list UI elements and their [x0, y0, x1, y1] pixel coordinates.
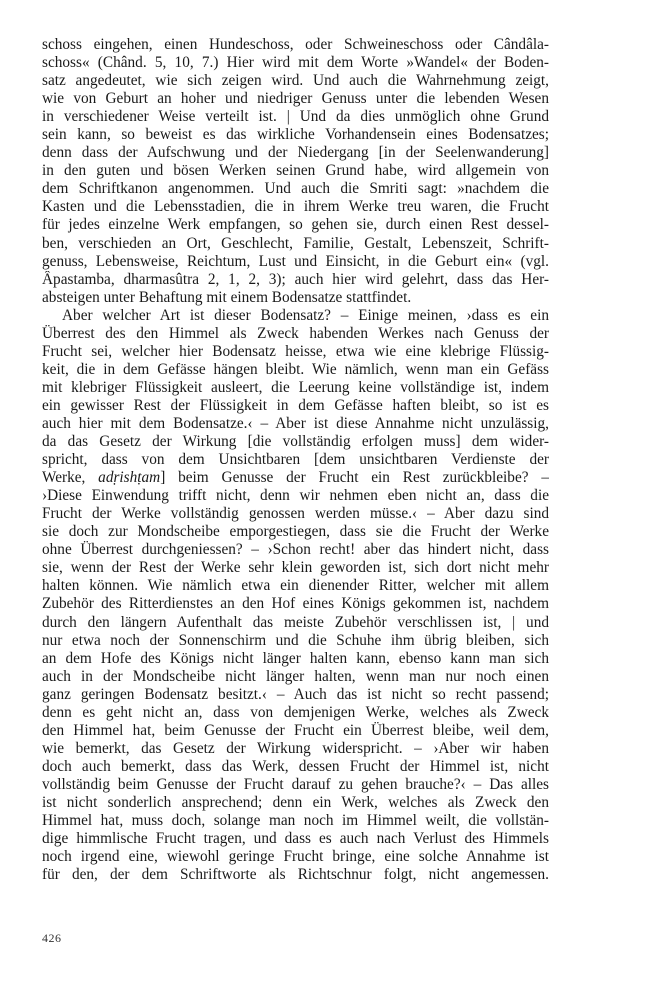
- text-line: noch irgend eine, wiewohl geringe Frucht bringe, eine solche Annahme ist: [42, 848, 549, 866]
- text-line: da das Gesetz der Wirkung [die vollständig erfolgen muss] dem wider-: [42, 433, 549, 451]
- text-line: sie doch zur Mondscheibe emporgestiegen, dass sie die Frucht der Werke: [42, 523, 549, 541]
- text-line: für jedes einzelne Werk empfangen, so gehen sie, durch einen Rest dessel-: [42, 216, 549, 234]
- text-line: sein kann, so beweist es das wirkliche Vorhandensein eines Bodensatzes;: [42, 126, 549, 144]
- text-line: vollständig beim Genusse der Frucht darauf zu gehen brauche?‹ – Das alles: [42, 775, 549, 793]
- text-line: ist nicht sonderlich ansprechend; denn ein Werk, welches als Zweck den: [42, 793, 549, 811]
- text-line: dem Schriftkanon angenommen. Und auch die Smriti sagt: »nachdem die: [42, 180, 549, 198]
- text-line: ganz geringen Bodensatz besitzt.‹ – Auch das ist nicht so recht passend;: [42, 685, 549, 703]
- text-segment: Werke,: [42, 469, 99, 487]
- text-line: denn es geht nicht an, dass von demjenigen Werke, welches als Zweck: [42, 703, 549, 721]
- text-line: ein gewisser Rest der Flüssigkeit in dem Gefässe haften bleibt, so ist es: [42, 396, 549, 414]
- text-segment: ] beim Genusse der Frucht ein Rest zurückbleibe? –: [160, 469, 549, 487]
- italic-term: adṛishṭam: [98, 469, 161, 487]
- text-line: Frucht der Werke vollständig genossen werden müsse.‹ – Aber dazu sind: [42, 505, 549, 523]
- text-line: satz angedeutet, wie sich zeigen wird. Und auch die Wahrnehmung zeigt,: [42, 72, 549, 90]
- text-line: ohne Überrest durchgeniessen? – ›Schon recht! aber das hindert nicht, dass: [42, 541, 549, 559]
- paragraph-start-line: Aber welcher Art ist dieser Bodensatz? – Einige meinen, ›dass es ein: [62, 306, 549, 324]
- text-line: für den, der dem Schriftworte als Richtschnur folgt, nicht angemessen.: [42, 866, 549, 884]
- text-line: in verschiedener Weise verteilt ist. | Und da dies unmöglich ohne Grund: [42, 108, 549, 126]
- text-line: wie von Geburt an hoher und niedriger Genuss unter die lebenden Wesen: [42, 90, 549, 108]
- text-line: halten können. Wie nämlich etwa ein dienender Ritter, welcher mit allem: [42, 577, 549, 595]
- text-line: Kasten und die Lebensstadien, die in ihrem Werke treu waren, die Frucht: [42, 198, 549, 216]
- page-number: 426: [42, 931, 62, 945]
- text-line: schoss eingehen, einen Hundeschoss, oder Schweineschoss oder Cândâla-: [42, 36, 549, 53]
- text-line: Âpastamba, dharmasûtra 2, 1, 2, 3); auch hier wird gelehrt, dass das Her-: [42, 270, 549, 288]
- text-line: Himmel hat, muss doch, solange man noch im Himmel weilt, die vollstän-: [42, 812, 549, 830]
- text-line: auch in der Mondscheibe nicht länger halten, wenn man nur noch einen: [42, 667, 549, 685]
- text-line: ›Diese Einwendung trifft nicht, denn wir nehmen eben nicht an, dass die: [42, 487, 549, 505]
- text-line: keit, die in dem Gefässe hängen bleibt. Wie nämlich, wenn man ein Gefäss: [42, 360, 549, 378]
- text-line: genuss, Lebensweise, Reichtum, Lust und Einsicht, in die Geburt ein« (vgl.: [42, 252, 549, 270]
- text-line: doch auch bemerkt, dass das Werk, dessen Frucht der Himmel ist, nicht: [42, 757, 549, 775]
- text-line: durch den längern Aufenthalt das meiste Zubehör verschlissen ist, | und: [42, 613, 549, 631]
- text-line: auch hier mit dem Bodensatze.‹ – Aber ist diese Annahme nicht unzulässig,: [42, 414, 549, 432]
- text-line: schoss« (Chând. 5, 10, 7.) Hier wird mit dem Worte »Wandel« der Boden-: [42, 54, 549, 72]
- text-line-with-italic: [42, 469, 549, 487]
- text-line: ben, verschieden an Ort, Geschlecht, Familie, Gestalt, Lebenszeit, Schrift-: [42, 234, 549, 252]
- body-text: [42, 36, 549, 884]
- text-line: denn dass der Aufschwung und der Niedergang [in der Seelenwanderung]: [42, 144, 549, 162]
- text-line: mit klebriger Flüssigkeit ausleert, die Leerung keine vollständige ist, indem: [42, 378, 549, 396]
- text-line: an dem Hofe des Königs nicht länger halten kann, ebenso kann man sich: [42, 649, 549, 667]
- text-line: spricht, dass von dem Unsichtbaren [dem unsichtbaren Verdienste der: [42, 451, 549, 469]
- text-line: Frucht sei, welcher hier Bodensatz heisse, etwa wie eine klebrige Flüssig-: [42, 342, 549, 360]
- text-line: sie, wenn der Rest der Werke sehr klein geworden ist, sich dort nicht mehr: [42, 559, 549, 577]
- text-line: Zubehör des Ritterdienstes an den Hof eines Königs gekommen ist, nachdem: [42, 595, 549, 613]
- text-line: dige himmlische Frucht tragen, und dass es auch nach Verlust des Himmels: [42, 830, 549, 848]
- text-line: Überrest des den Himmel als Zweck habenden Werkes nach Genuss der: [42, 324, 549, 342]
- text-line: den Himmel hat, beim Genusse der Frucht ein Überrest bleibe, weil dem,: [42, 721, 549, 739]
- text-line: in den guten und bösen Werken seinen Grund habe, wird allgemein von: [42, 162, 549, 180]
- text-line: nur etwa noch der Sonnenschirm und die Schuhe ihm übrig bleiben, sich: [42, 631, 549, 649]
- text-line: wie bemerkt, das Gesetz der Wirkung widerspricht. – ›Aber wir haben: [42, 739, 549, 757]
- paragraph-end-line: absteigen unter Behaftung mit einem Bodensatze stattfindet.: [42, 288, 412, 306]
